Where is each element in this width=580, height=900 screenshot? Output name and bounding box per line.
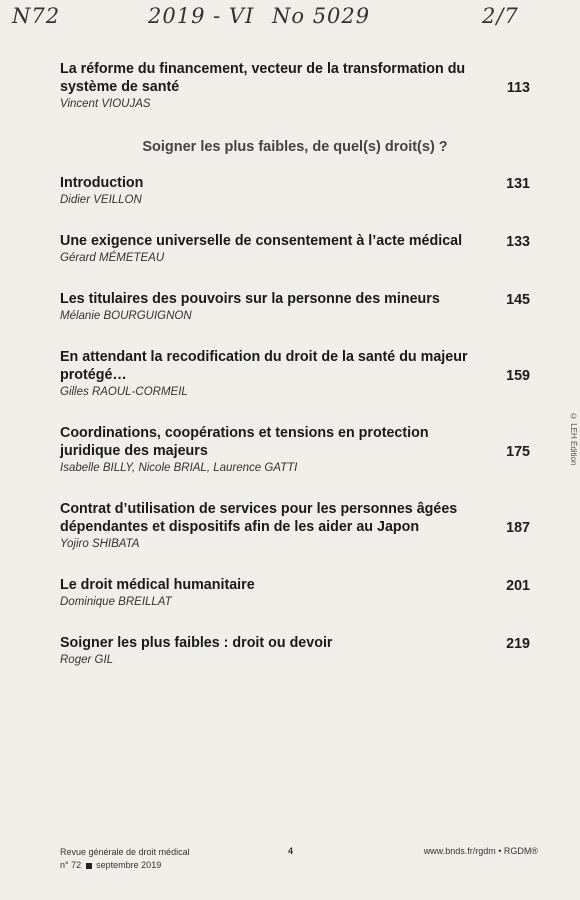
entry-author: Dominique BREILLAT	[60, 596, 172, 608]
entry-author: Mélanie BOURGUIGNON	[60, 310, 192, 322]
entry-title: Les titulaires des pouvoirs sur la personne des mineurs	[60, 291, 440, 307]
entry-title: Une exigence universelle de consentement à l’acte médical	[60, 233, 463, 249]
entry-title: Le droit médical humanitaire	[60, 577, 255, 593]
toc-entry	[60, 174, 530, 208]
entry-page-number: 145	[506, 292, 530, 308]
table-of-contents	[60, 58, 530, 668]
toc-entry	[60, 60, 530, 112]
entry-title: Soigner les plus faibles : droit ou devoir	[60, 635, 333, 651]
toc-entry	[60, 634, 530, 668]
handwritten-annotation: 2/7	[482, 4, 519, 28]
footer-journal-info	[60, 846, 190, 872]
entry-page-number: 219	[506, 636, 530, 652]
entry-title: La réforme du financement, vecteur de la transformation du système de santé	[60, 61, 466, 95]
entry-title: Coordinations, coopérations et tensions en protection juridique des majeurs	[60, 425, 429, 459]
toc-entry	[60, 500, 530, 552]
toc-entry	[60, 348, 530, 400]
toc-entry	[60, 424, 530, 476]
journal-name: Revue générale de droit médical	[60, 847, 190, 857]
square-bullet-icon	[86, 863, 92, 869]
handwritten-annotation: No 5029	[272, 4, 371, 28]
entry-page-number: 131	[506, 176, 530, 192]
entry-title: En attendant la recodification du droit de la santé du majeur protégé…	[60, 349, 468, 383]
handwritten-annotation: 2019 - VI	[148, 4, 255, 28]
entry-page-number: 159	[506, 368, 530, 384]
copyright-note: © LEH Édition	[569, 412, 578, 466]
entry-author: Isabelle BILLY, Nicole BRIAL, Laurence GATTI	[60, 462, 298, 474]
entry-author: Didier VEILLON	[60, 194, 142, 206]
issue-date: septembre 2019	[96, 860, 162, 870]
entry-author: Yojiro SHIBATA	[60, 538, 140, 550]
issue-number: n° 72	[60, 860, 82, 870]
entry-page-number: 175	[506, 444, 530, 460]
toc-entry	[60, 290, 530, 324]
entry-page-number: 133	[506, 234, 530, 250]
entry-title: Contrat d’utilisation de services pour les personnes âgées dépendantes et dispositifs afin de les aider au Japon	[60, 501, 458, 535]
entry-page-number: 201	[506, 578, 530, 594]
toc-entry	[60, 232, 530, 266]
entry-author: Roger GIL	[60, 654, 114, 666]
entry-title: Introduction	[60, 175, 144, 191]
issue-line	[60, 859, 190, 872]
entry-page-number: 113	[506, 80, 530, 96]
page-number: 4	[288, 846, 294, 856]
toc-entry	[60, 576, 530, 610]
entry-author: Gérard MÉMETEAU	[60, 252, 165, 264]
website-link[interactable]: www.bnds.fr/rgdm • RGDM®	[423, 846, 538, 856]
entry-page-number: 187	[506, 520, 530, 536]
entry-author: Vincent VIOUJAS	[60, 98, 151, 110]
entry-author: Gilles RAOUL-CORMEIL	[60, 386, 188, 398]
section-title: Soigner les plus faibles, de quel(s) droit(s) ?	[142, 139, 448, 155]
handwritten-annotation: N72	[12, 4, 61, 28]
